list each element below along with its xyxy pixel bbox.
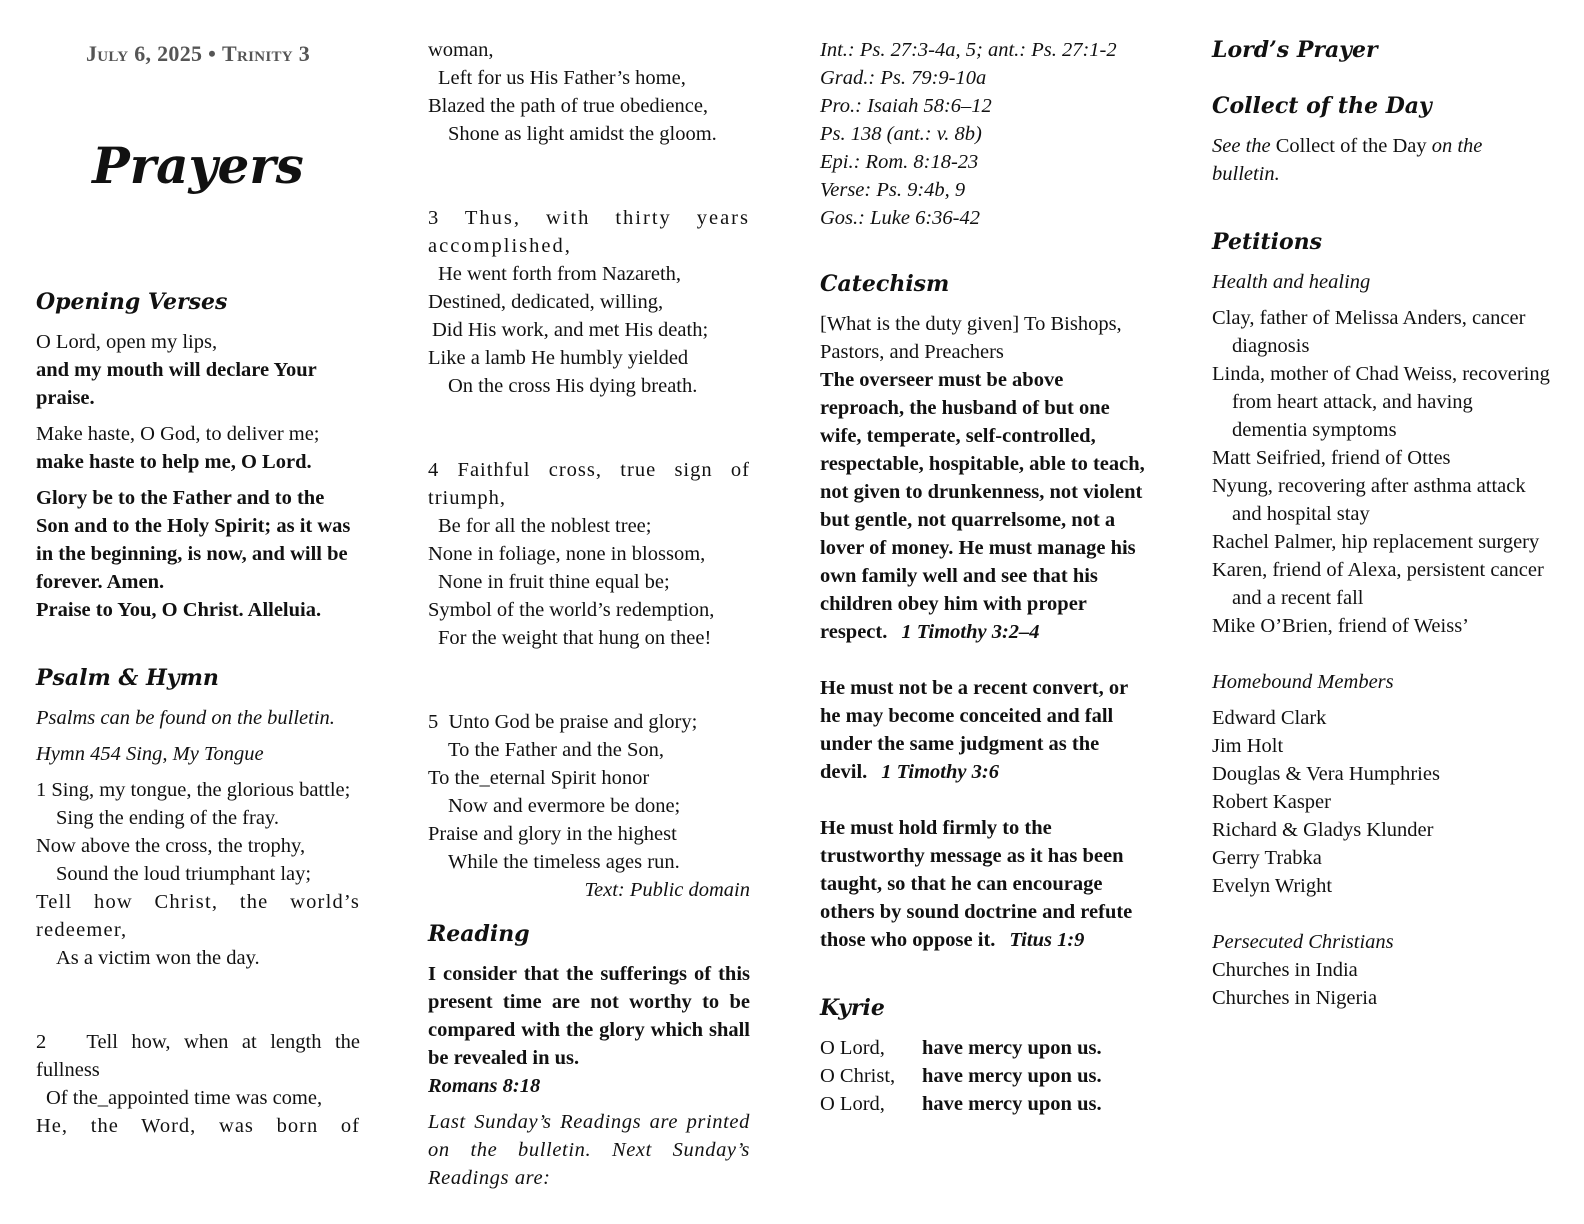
- stanza-line: Destined, dedicated, willing,: [428, 291, 664, 313]
- stanza-line: Left for us His Father’s home,: [438, 67, 686, 89]
- kyrie-call: O Lord,: [820, 1037, 885, 1059]
- stanza-line: While the timeless ages run.: [448, 851, 680, 873]
- praise-line: Praise to You, O Christ. Alleluia.: [36, 599, 322, 621]
- opening-verses-heading: Opening Verses: [36, 289, 228, 315]
- reading-section: [428, 920, 750, 1192]
- stanza-line: Sound the loud triumphant lay;: [56, 863, 312, 885]
- stanza-line: To the_eternal Spirit honor: [428, 767, 650, 789]
- catechism-paragraph: [820, 366, 1150, 646]
- catechism-text: The overseer must be above reproach, the husband of but one wife, temperate, self-controlled, respectable, hospitable, able to teach, not given to drunkenness, not violent but gentle, not quarrelsome, not a lover of money. He must manage his own family well and see that his children obey him with proper respect.: [820, 369, 1145, 643]
- stanza-line: Like a lamb He humbly yielded: [428, 347, 689, 369]
- collect-note: [1212, 132, 1552, 188]
- kyrie-response: have mercy upon us.: [922, 1093, 1102, 1115]
- stanza-line: Sing the ending of the fray.: [56, 807, 279, 829]
- reading-heading: Reading: [428, 921, 530, 947]
- psalm-note: Psalms can be found on the bulletin.: [36, 707, 335, 729]
- list-item: Robert Kasper: [1212, 791, 1331, 813]
- kyrie-row: [820, 1090, 1150, 1118]
- header-separator: •: [208, 41, 217, 66]
- kyrie-call: O Lord,: [820, 1093, 885, 1115]
- hymn-stanza-5: [428, 708, 750, 904]
- list-item: Douglas & Vera Humphries: [1212, 763, 1440, 785]
- kyrie-response: have mercy upon us.: [922, 1065, 1102, 1087]
- next-reading-item: Epi.: Rom. 8:18-23: [820, 151, 979, 173]
- catechism-reference: 1 Timothy 3:2–4: [901, 621, 1040, 643]
- collect-note-text: See the: [1212, 135, 1271, 157]
- list-item: Linda, mother of Chad Weiss, recovering from heart attack, and having dementia symptoms: [1212, 363, 1550, 441]
- page-header: [36, 40, 360, 68]
- catechism-intro: [What is the duty given] To Bishops, Pastors, and Preachers: [820, 313, 1122, 363]
- kyrie-row: [820, 1034, 1150, 1062]
- health-list: [1212, 304, 1552, 640]
- stanza-line: Symbol of the world’s redemption,: [428, 599, 715, 621]
- catechism-heading: Catechism: [820, 271, 950, 297]
- list-item: Richard & Gladys Klunder: [1212, 819, 1434, 841]
- list-item: Matt Seifried, friend of Ottes: [1212, 447, 1451, 469]
- collect-note-name: Collect of the Day: [1275, 135, 1427, 157]
- catechism-reference: Titus 1:9: [1009, 929, 1085, 951]
- hymn-stanza-3: [428, 204, 750, 400]
- stanza-line: For the weight that hung on thee!: [438, 627, 712, 649]
- list-item: Churches in India: [1212, 959, 1358, 981]
- stanza-line: woman,: [428, 39, 494, 61]
- persecuted-label: Persecuted Christians: [1212, 931, 1394, 953]
- hymn-title: Hymn 454 Sing, My Tongue: [36, 743, 264, 765]
- collect-heading: Collect of the Day: [1212, 93, 1432, 119]
- stanza-line: 4 Faithful cross, true sign of triumph,: [428, 459, 750, 509]
- catechism-paragraph: [820, 674, 1150, 786]
- list-item: Jim Holt: [1212, 735, 1284, 757]
- persecuted-list: [1212, 956, 1552, 1012]
- column-4: [1212, 36, 1552, 1012]
- list-item: Karen, friend of Alexa, persistent cancer and a recent fall: [1212, 559, 1544, 609]
- stanza-line: Tell how Christ, the world’s redeemer,: [36, 891, 360, 941]
- header-occasion: Trinity 3: [221, 41, 311, 66]
- stanza-line: On the cross His dying breath.: [448, 375, 698, 397]
- next-reading-item: Ps. 138 (ant.: v. 8b): [820, 123, 982, 145]
- list-item: Nyung, recovering after asthma attack and hospital stay: [1212, 475, 1526, 525]
- list-item: Edward Clark: [1212, 707, 1327, 729]
- next-reading-item: Gos.: Luke 6:36-42: [820, 207, 980, 229]
- stanza-line: None in fruit thine equal be;: [438, 571, 670, 593]
- stanza-line: Of the_appointed time was come,: [46, 1087, 323, 1109]
- petitions-section: [1212, 228, 1552, 1012]
- homebound-list: [1212, 704, 1552, 900]
- page-title: Prayers: [92, 136, 304, 195]
- kyrie-response: have mercy upon us.: [922, 1037, 1102, 1059]
- stanza-line: 2 Tell how, when at length the fullness: [36, 1031, 366, 1081]
- versicle-1: O Lord, open my lips,: [36, 331, 218, 353]
- kyrie-call: O Christ,: [820, 1065, 896, 1087]
- stanza-line: 1 Sing, my tongue, the glorious battle;: [36, 779, 351, 801]
- hymn-credit: Text: Public domain: [584, 879, 750, 901]
- list-item: Churches in Nigeria: [1212, 987, 1378, 1009]
- stanza-line: Did His work, and met His death;: [432, 319, 709, 341]
- list-item: Mike O’Brien, friend of Weiss’: [1212, 615, 1470, 637]
- list-item: Gerry Trabka: [1212, 847, 1322, 869]
- hymn-stanza-4: [428, 456, 750, 652]
- stanza-line: 3 Thus, with thirty years accomplished,: [428, 207, 750, 257]
- catechism-section: [820, 270, 1150, 954]
- next-reading-item: Pro.: Isaiah 58:6–12: [820, 95, 992, 117]
- readings-note: Last Sunday’s Readings are printed on the bulletin. Next Sunday’s Readings are:: [428, 1111, 750, 1189]
- stanza-line: 5 Unto God be praise and glory;: [428, 711, 698, 733]
- next-reading-item: Verse: Ps. 9:4b, 9: [820, 179, 966, 201]
- stanza-line: Praise and glory in the highest: [428, 823, 677, 845]
- kyrie-section: [820, 994, 1150, 1118]
- kyrie-row: [820, 1062, 1150, 1090]
- stanza-line: To the Father and the Son,: [448, 739, 665, 761]
- catechism-text: He must hold firmly to the trustworthy message as it has been taught, so that he can encourage others by sound doctrine and refute those who oppose it.: [820, 817, 1133, 951]
- hymn-stanza-2-cont: [428, 36, 750, 148]
- collect-note-text: on the bulletin.: [1212, 135, 1483, 185]
- list-item: Rachel Palmer, hip replacement surgery: [1212, 531, 1540, 553]
- collect-section: [1212, 92, 1552, 188]
- column-3: [820, 36, 1150, 1118]
- opening-verses-section: [36, 288, 360, 624]
- catechism-reference: 1 Timothy 3:6: [881, 761, 999, 783]
- hymn-stanza-2: [36, 1028, 366, 1140]
- next-readings-list: [820, 36, 1150, 232]
- gloria-patri: Glory be to the Father and to the Son and to the Holy Spirit; as it was in the beginning, is now, and will be forever. Amen.: [36, 487, 351, 593]
- kyrie-heading: Kyrie: [820, 995, 885, 1021]
- column-2: [428, 36, 750, 1192]
- catechism-paragraph: [820, 814, 1150, 954]
- next-reading-item: Grad.: Ps. 79:9-10a: [820, 67, 987, 89]
- health-label: Health and healing: [1212, 271, 1371, 293]
- catechism-text: He must not be a recent convert, or he may become conceited and fall under the same judgment as the devil.: [820, 677, 1128, 783]
- hymn-stanza-1: [36, 776, 360, 972]
- psalm-hymn-heading: Psalm & Hymn: [36, 665, 219, 691]
- stanza-line: He, the Word, was born of: [36, 1115, 360, 1137]
- list-item: Evelyn Wright: [1212, 875, 1333, 897]
- header-date: July 6, 2025: [85, 41, 203, 66]
- versicle-2: Make haste, O God, to deliver me;: [36, 423, 320, 445]
- homebound-label: Homebound Members: [1212, 671, 1394, 693]
- stanza-line: None in foliage, none in blossom,: [428, 543, 706, 565]
- stanza-line: Blazed the path of true obedience,: [428, 95, 709, 117]
- column-1: [36, 36, 366, 1140]
- stanza-line: Be for all the noblest tree;: [438, 515, 652, 537]
- stanza-line: Now and evermore be done;: [448, 795, 681, 817]
- next-reading-item: Int.: Ps. 27:3-4a, 5; ant.: Ps. 27:1-2: [820, 39, 1117, 61]
- lords-prayer-heading: Lord’s Prayer: [1212, 37, 1378, 63]
- petitions-heading: Petitions: [1212, 229, 1323, 255]
- stanza-line: As a victim won the day.: [56, 947, 260, 969]
- psalm-hymn-section: [36, 664, 366, 1140]
- stanza-line: He went forth from Nazareth,: [438, 263, 682, 285]
- list-item: Clay, father of Melissa Anders, cancer diagnosis: [1212, 307, 1526, 357]
- response-1: and my mouth will declare Your praise.: [36, 359, 317, 409]
- reading-text: I consider that the sufferings of this present time are not worthy to be compared with the glory which shall be revealed in us.: [428, 963, 750, 1069]
- stanza-line: Now above the cross, the trophy,: [36, 835, 306, 857]
- response-2: make haste to help me, O Lord.: [36, 451, 312, 473]
- stanza-line: Shone as light amidst the gloom.: [448, 123, 717, 145]
- reading-reference: Romans 8:18: [428, 1075, 541, 1097]
